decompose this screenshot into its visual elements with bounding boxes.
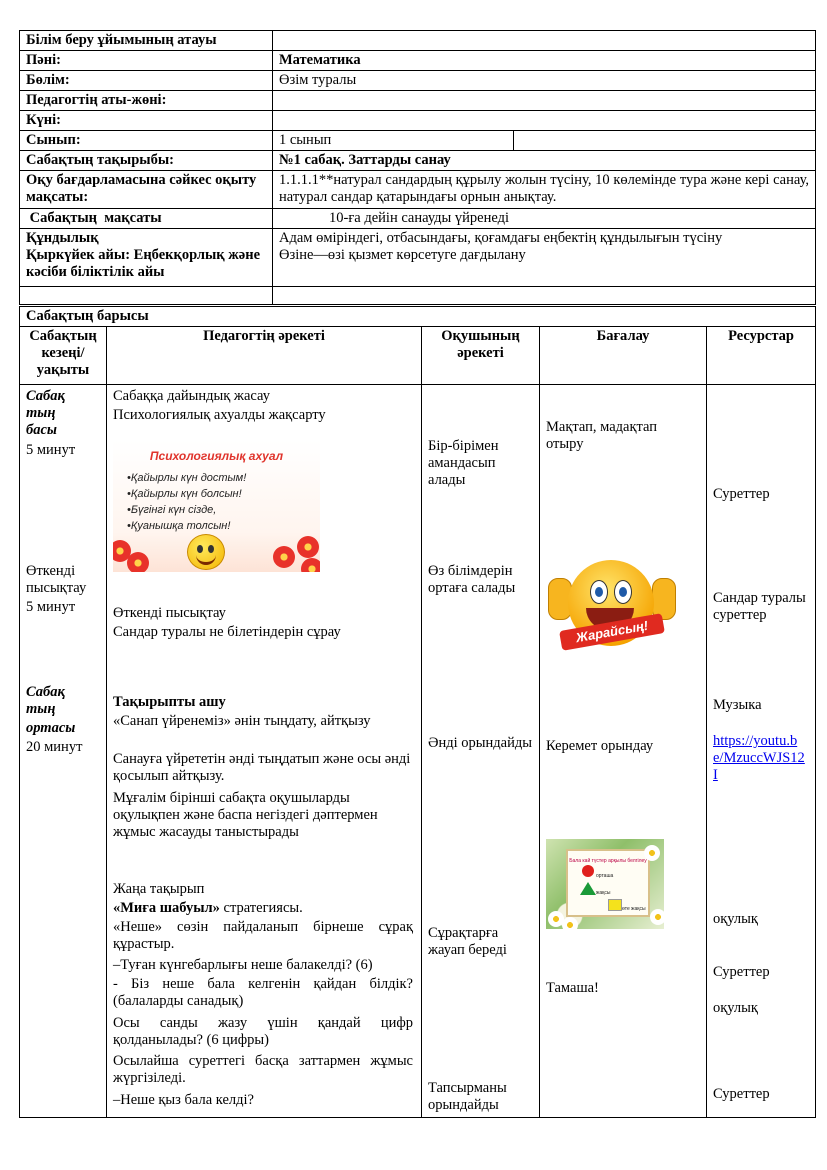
smiley-banner: Жарайсың! [559, 613, 665, 651]
frame-word-1: орташа [596, 873, 614, 879]
stage-3-time: 20 минут [26, 739, 83, 755]
date-value [273, 111, 816, 131]
teacher-line-1: Сабаққа дайындық жасау [113, 388, 270, 404]
class-extra [514, 131, 816, 151]
subject-label: Пәні: [20, 51, 273, 71]
student-action-2: Өз білімдерін ортаға салады [428, 563, 516, 596]
subject-value: Математика [273, 51, 816, 71]
mood-line-1: •Қайырлы күн достым! [127, 472, 247, 484]
teacher-cell [107, 385, 422, 1118]
red-circle-icon [582, 865, 594, 877]
goal-text: 10-ға дейін санауды үйренеді [329, 210, 510, 226]
teacher-line-8: Мұғалім бірінші сабақта оқушыларды оқулықпен және баспа негіздегі дәптермен жұмыс жасауды таныстырады [113, 790, 378, 840]
resource-5: оқулық [713, 911, 758, 927]
class-value: 1 сынып [273, 131, 514, 151]
flower-icon [127, 552, 149, 572]
lesson-info-table [19, 30, 816, 305]
date-label: Күні: [20, 111, 273, 131]
mood-picture [113, 440, 320, 572]
daisy-icon [562, 917, 578, 929]
flower-icon [273, 546, 295, 568]
topic-value: №1 сабақ. Заттарды санау [273, 151, 816, 171]
daisy-icon [650, 909, 664, 925]
teacher-line-6: «Санап үйренеміз» әнін тыңдату, айтқызу [113, 713, 371, 729]
smiley-picture [546, 558, 676, 654]
teacher-line-2: Психологиялық ахуалды жақсарту [113, 407, 326, 423]
mood-line-4: •Қуанышқа толсын! [127, 520, 231, 532]
topic-label: Сабақтың тақырыбы: [20, 151, 273, 171]
student-action-1: Бір-бірімен амандасып алады [428, 438, 499, 488]
col-resources: Ресурстар [707, 327, 816, 385]
assessment-cell [540, 385, 707, 1118]
resource-7: оқулық [713, 1000, 758, 1016]
assessment-1: Мақтап, мадақтап отыру [546, 419, 658, 452]
col-student: Оқушының әрекеті [422, 327, 540, 385]
frame-word-3: өте жақсы [622, 906, 646, 912]
traffic-light-picture [546, 839, 664, 929]
teacher-line-13: - Біз неше бала келгенін қайдан білдік? (балаларды санадық) [113, 976, 413, 1009]
flower-icon [297, 536, 319, 558]
flower-icon [301, 558, 320, 572]
col-stage: Сабақтың кезеңі/ уақыты [20, 327, 107, 385]
mood-line-3: •Бүгінгі күн сізде, [127, 504, 217, 516]
stage-2-line-b: пысықтау [26, 580, 87, 596]
yellow-square-icon [608, 899, 622, 911]
teacher-line-3: Өткенді пысықтау [113, 605, 226, 621]
lesson-progress-table [19, 306, 816, 1118]
frame-word-2: жақсы [596, 890, 611, 896]
col-assessment: Бағалау [540, 327, 707, 385]
org-label: Білім беру ұйымының атауы [20, 31, 273, 51]
student-action-3: Әнді орындайды [428, 735, 532, 751]
objective-value: 1.1.1.1**натурал сандардың құрылу жолын түсіну, 10 көлемінде тура және кері санау, натурал сандар қатарындағы орнын анықтау. [273, 171, 816, 209]
green-triangle-icon [580, 882, 596, 895]
stage-3-line-a: Сабақ [26, 684, 65, 700]
stage-1-line-a: Сабақ [26, 388, 65, 404]
resource-8: Суреттер [713, 1086, 770, 1102]
frame-header: Бала кай түстер арқылы белгілеу [569, 858, 647, 864]
section-label: Бөлім: [20, 71, 273, 91]
resource-3: Музыка [713, 697, 762, 713]
student-cell [422, 385, 540, 1118]
teacher-line-16: –Неше қыз бала келді? [113, 1092, 254, 1108]
progress-title: Сабақтың барысы [20, 307, 816, 327]
empty-cell-left [20, 287, 273, 305]
student-action-5: Тапсырманы орындайды [428, 1080, 507, 1113]
frame-paper [566, 849, 650, 917]
teacher-line-4: Сандар туралы не білетіндерін сұрау [113, 624, 341, 640]
mood-picture-title: Психологиялық ахуал [149, 449, 284, 463]
teacher-line-14: Осы санды жазу үшін қандай цифр қолданылады? (6 цифры) [113, 1015, 413, 1048]
teacher-line-9: Жаңа тақырып [113, 881, 205, 897]
values-text [273, 229, 816, 287]
teacher-line-12: –Туған күнгебарлығы неше балакелді? (6) [113, 957, 373, 973]
values-label [20, 229, 273, 287]
teacher-line-7: Санауға үйрететін әнді тыңдатып және осы әнді қосылып айтқызу. [113, 751, 411, 784]
class-label: Сынып: [20, 131, 273, 151]
smiley-icon [187, 534, 225, 570]
resource-2: Сандар туралы суреттер [713, 590, 806, 623]
stage-2-line-a: Өткенді [26, 563, 76, 579]
teacher-line-11: «Неше» сөзін пайдаланып бірнеше сұрақ құрастыр. [113, 919, 413, 952]
col-teacher: Педагогтің әрекеті [107, 327, 422, 385]
goal-label: Сабақтың мақсаты [20, 209, 273, 229]
mood-line-2: •Қайырлы күн болсын! [127, 488, 242, 500]
resource-6: Суреттер [713, 964, 770, 980]
stage-3-line-b: тың [26, 701, 56, 717]
daisy-icon [644, 845, 660, 861]
assessment-2: Керемет орындау [546, 738, 654, 754]
brainstorm-strategy: «Миға шабуыл» [113, 900, 220, 916]
teacher-label: Педагогтің аты-жөні: [20, 91, 273, 111]
stage-1-time: 5 минут [26, 442, 76, 458]
stage-cell [20, 385, 107, 1118]
stage-3-line-c: ортасы [26, 720, 76, 736]
values-label-1: Құндылық [26, 230, 99, 246]
assessment-3: Тамаша! [546, 980, 599, 996]
values-label-2: Қыркүйек айы: Еңбекқорлық және кәсіби біліктілік айы [26, 247, 261, 280]
teacher-line-10 [113, 900, 303, 917]
strategy-suffix: стратегиясы. [219, 900, 303, 916]
org-value [273, 31, 816, 51]
objective-label: Оқу бағдарламасына сәйкес оқыту мақсаты: [20, 171, 273, 209]
stage-2-time: 5 минут [26, 599, 76, 615]
values-text-1: Адам өміріндегі, отбасындағы, қоғамдағы еңбектің құндылығын түсіну [279, 230, 723, 246]
teacher-line-15: Осылайша суреттегі басқа заттармен жұмыс жүргізіледі. [113, 1053, 413, 1086]
stage-1-line-b: тың [26, 405, 56, 421]
stage-1-line-c: басы [26, 422, 57, 438]
youtube-link[interactable]: https://youtu.be/MzuccWJS12I [713, 733, 805, 783]
resources-cell [707, 385, 816, 1118]
goal-value [273, 209, 816, 229]
resource-1: Суреттер [713, 486, 770, 502]
section-value: Өзім туралы [273, 71, 816, 91]
empty-cell-right [273, 287, 816, 305]
values-text-2: Өзіне—өзі қызмет көрсетуге дағдылану [279, 247, 526, 263]
student-action-4: Сұрақтарға жауап береді [428, 925, 507, 958]
teacher-line-5: Тақырыпты ашу [113, 694, 226, 710]
teacher-value [273, 91, 816, 111]
